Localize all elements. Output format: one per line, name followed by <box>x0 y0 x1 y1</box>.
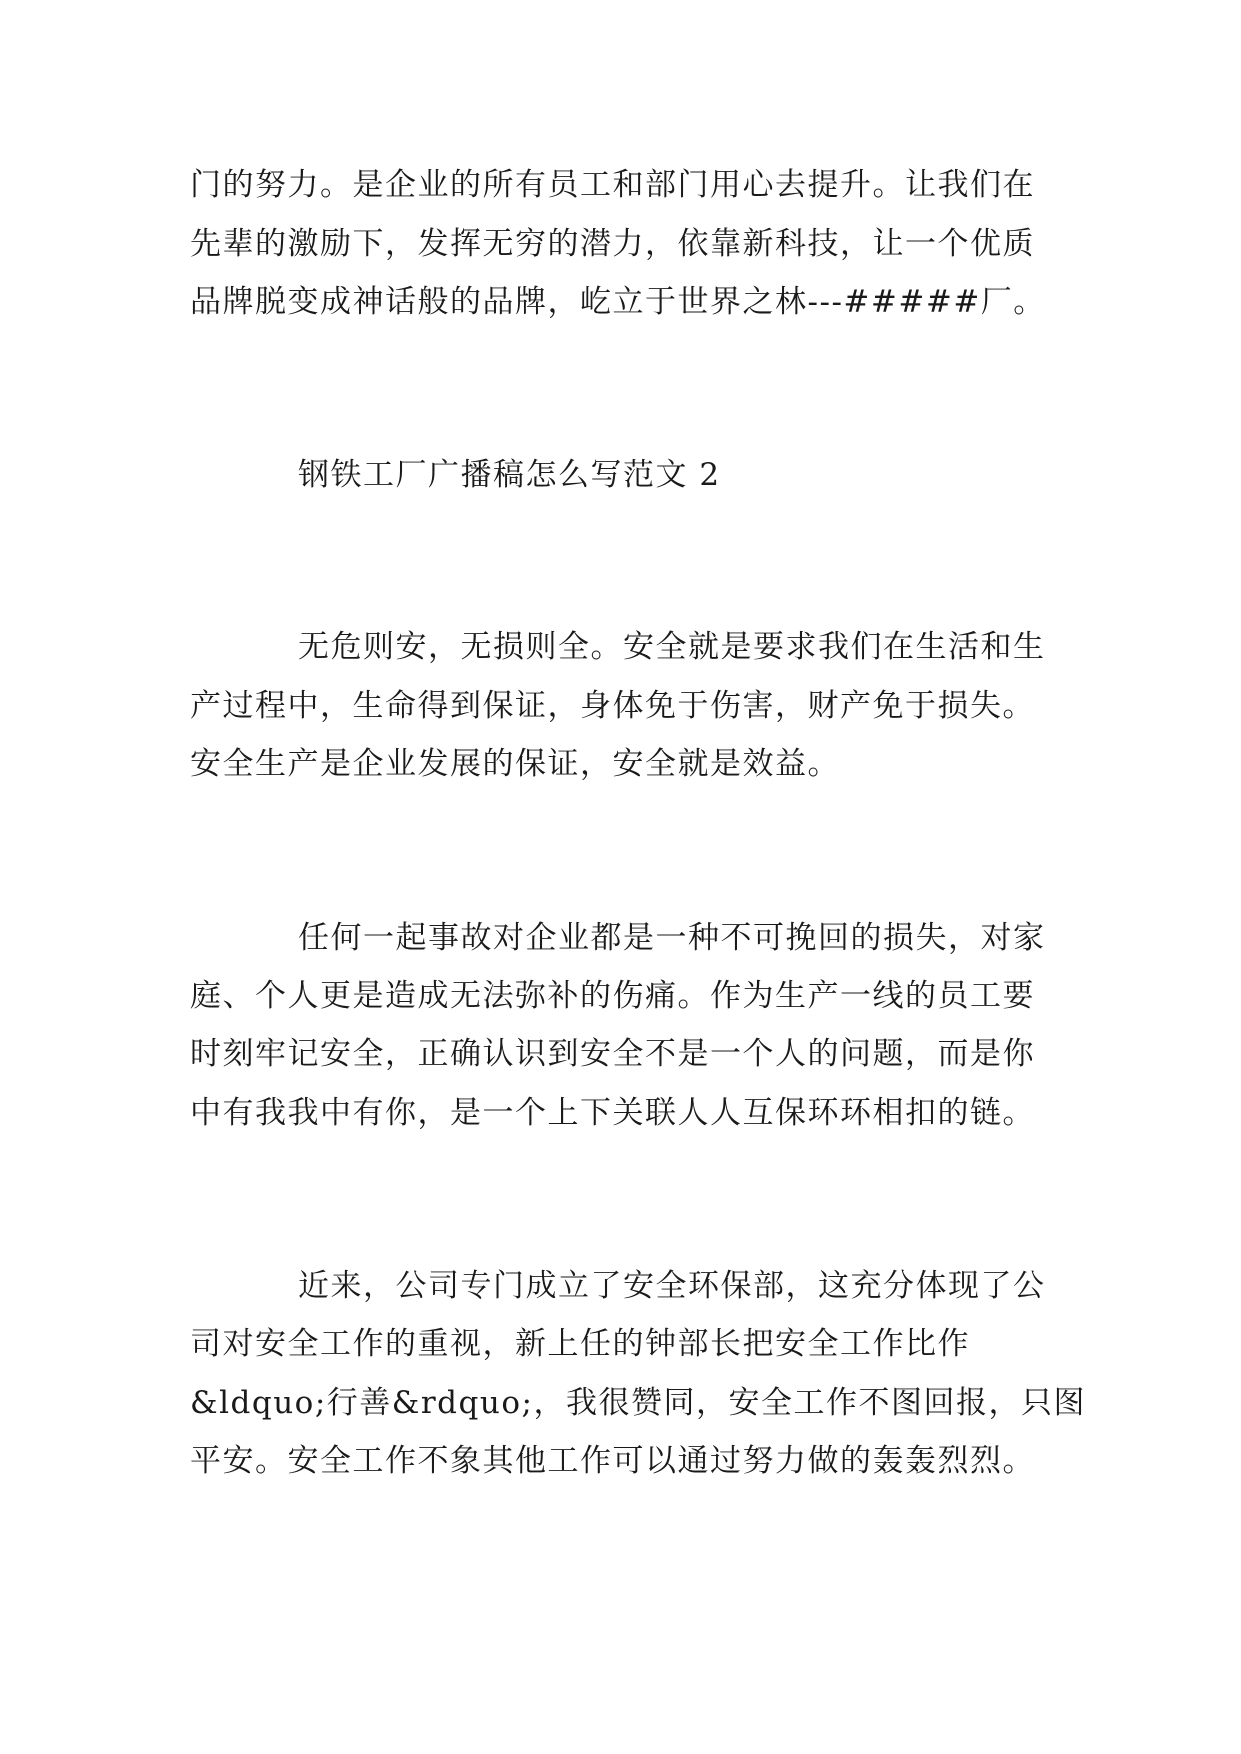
paragraph-line: 门的努力。是企业的所有员工和部门用心去提升。让我们在 <box>190 167 1035 203</box>
paragraph-line: 任何一起事故对企业都是一种不可挽回的损失，对家 <box>298 920 1046 956</box>
paragraph-line: 司对安全工作的重视，新上任的钟部长把安全工作比作 <box>190 1326 970 1362</box>
paragraph-line: 品牌脱变成神话般的品牌，屹立于世界之林---#####厂。 <box>190 284 1046 320</box>
paragraph-line: &ldquo;行善&rdquo;，我很赞同，安全工作不图回报，只图 <box>190 1385 1086 1421</box>
paragraph-line: 中有我我中有你，是一个上下关联人人互保环环相扣的链。 <box>190 1095 1035 1131</box>
paragraph-line: 时刻牢记安全，正确认识到安全不是一个人的问题，而是你 <box>190 1036 1035 1072</box>
paragraph-line: 近来，公司专门成立了安全环保部，这充分体现了公 <box>298 1268 1046 1304</box>
paragraph-line: 无危则安，无损则全。安全就是要求我们在生活和生 <box>298 629 1046 665</box>
section-heading: 钢铁工厂广播稿怎么写范文 2 <box>298 457 721 493</box>
paragraph-line: 安全生产是企业发展的保证，安全就是效益。 <box>190 746 840 782</box>
paragraph-line: 平安。安全工作不象其他工作可以通过努力做的轰轰烈烈。 <box>190 1443 1035 1479</box>
paragraph-line: 庭、个人更是造成无法弥补的伤痛。作为生产一线的员工要 <box>190 978 1035 1014</box>
paragraph-line: 产过程中，生命得到保证，身体免于伤害，财产免于损失。 <box>190 688 1035 724</box>
paragraph-line: 先辈的激励下，发挥无穷的潜力，依靠新科技，让一个优质 <box>190 226 1035 262</box>
